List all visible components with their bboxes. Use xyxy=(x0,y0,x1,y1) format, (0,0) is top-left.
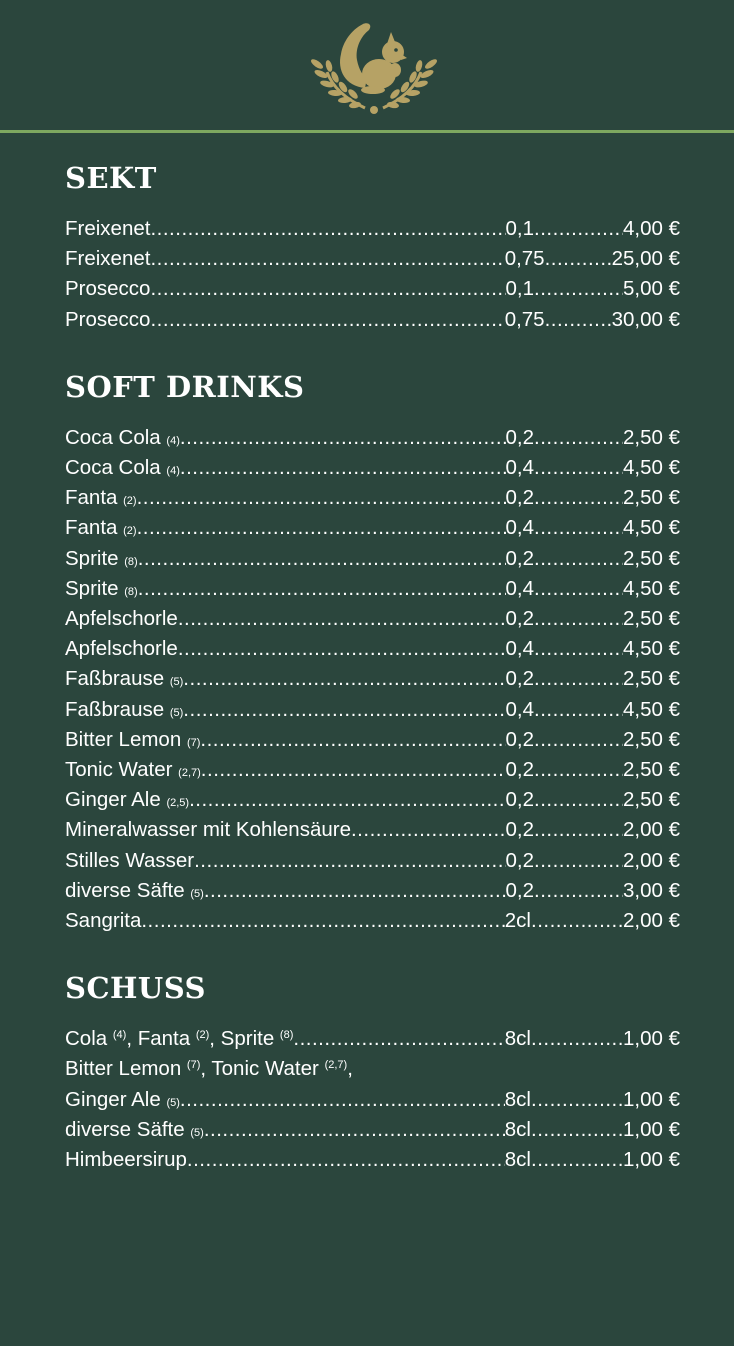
item-qty: 0,1 xyxy=(505,217,534,240)
item-qty: 0,75 xyxy=(504,307,545,331)
dot-leader xyxy=(183,664,505,694)
squirrel-logo-icon xyxy=(307,14,441,114)
menu-item xyxy=(65,604,680,634)
menu-item: Fanta (2) ..... 0,2 ..... 2,50 € xyxy=(65,483,680,513)
item-qty: 0,1 xyxy=(505,277,534,301)
item-price: 3,00 € xyxy=(623,878,680,902)
dot-leader xyxy=(531,906,623,936)
dot-leader xyxy=(180,423,506,453)
dot-leader xyxy=(138,574,506,604)
item-price: 4,00 € xyxy=(623,217,680,240)
menu-item: Tonic Water (2,7) ..... 0,2 ..... 2,50 € xyxy=(65,755,680,785)
dot-leader xyxy=(534,815,623,845)
item-name: diverse Säfte xyxy=(65,1117,185,1141)
item-price: 2,50 € xyxy=(623,727,680,751)
item-qty: 2cl xyxy=(504,909,531,933)
item-name: Bitter Lemon $^{(7)}$, Tonic Water $^{(2,7)}$, xyxy=(65,1057,353,1081)
item-qty: 0,2 xyxy=(505,818,534,842)
item-name: Prosecco xyxy=(65,307,151,331)
section-soft-drinks xyxy=(65,369,680,936)
item-price: 1,00 € xyxy=(623,1117,680,1141)
dot-leader xyxy=(534,274,623,304)
item-name: diverse Säfte xyxy=(65,878,185,902)
item-price: 4,50 € xyxy=(623,697,680,721)
section-title: SEKT xyxy=(65,161,157,195)
item-qty: 0,2 xyxy=(505,546,534,570)
dot-leader xyxy=(138,544,506,574)
item-name: Apfelschorle xyxy=(65,637,178,661)
menu-content xyxy=(65,160,680,1209)
menu-item: Coca Cola (4) ..... 0,4 ..... 4,50 € xyxy=(65,453,680,483)
item-qty: 0,2 xyxy=(505,878,534,902)
dot-leader xyxy=(178,634,506,664)
menu-item: Ginger Ale (2,5) ..... 0,2 ..... 2,50 € xyxy=(65,785,680,815)
item-qty: 0,2 xyxy=(505,667,534,691)
dot-leader xyxy=(534,453,623,483)
menu-item xyxy=(65,214,680,244)
item-name: Faßbrause xyxy=(65,667,165,691)
item-qty: 0,2 xyxy=(505,788,534,812)
menu-item xyxy=(65,1145,680,1175)
item-qty: 0,2 xyxy=(505,848,534,872)
item-name: Ginger Ale xyxy=(65,1087,161,1111)
item-name: Prosecco xyxy=(65,277,151,301)
dot-leader xyxy=(534,604,623,634)
item-qty: 8cl xyxy=(504,1148,531,1172)
item-name: Cola $^{(4)}$, Fanta $^{(2)}$, Sprite $^{(8)}$ xyxy=(65,1027,294,1051)
section-title: SCHUSS xyxy=(65,971,206,1006)
dot-leader xyxy=(534,634,623,664)
item-qty: 0,75 xyxy=(504,247,545,271)
dot-leader xyxy=(150,244,504,274)
dot-leader xyxy=(189,785,505,815)
item-name: Sprite xyxy=(65,576,119,600)
menu-item xyxy=(65,634,680,664)
item-qty: 0,4 xyxy=(505,516,534,540)
item-name: Faßbrause xyxy=(65,697,165,721)
dot-leader xyxy=(150,214,505,244)
dot-leader xyxy=(534,483,623,513)
menu-item: Sprite (8) ..... 0,4 ..... 4,50 € xyxy=(65,574,680,604)
dot-leader xyxy=(178,604,506,634)
dot-leader xyxy=(545,244,612,274)
item-qty: 8cl xyxy=(504,1117,531,1141)
dot-leader xyxy=(534,574,623,604)
menu-item xyxy=(65,906,680,936)
item-price: 30,00 € xyxy=(611,307,680,331)
item-qty: 0,2 xyxy=(505,425,534,449)
item-name: Fanta xyxy=(65,516,118,540)
item-price: 4,50 € xyxy=(623,637,680,661)
dot-leader xyxy=(531,1115,623,1145)
dot-leader xyxy=(545,305,612,335)
item-price: 1,00 € xyxy=(623,1148,680,1172)
item-price: 2,50 € xyxy=(623,788,680,812)
section-title: SOFT DRINKS xyxy=(65,369,305,404)
menu-item xyxy=(65,244,680,274)
menu-item: Coca Cola (4) ..... 0,2 ..... 2,50 € xyxy=(65,423,680,453)
item-price: 1,00 € xyxy=(623,1087,680,1111)
dot-leader xyxy=(141,906,504,936)
item-qty: 8cl xyxy=(504,1027,531,1051)
dot-leader xyxy=(534,513,623,543)
menu-item: Faßbrause (5) ..... 0,4 ..... 4,50 € xyxy=(65,695,680,725)
dot-leader xyxy=(204,876,506,906)
dot-leader xyxy=(183,695,505,725)
menu-item xyxy=(65,815,680,845)
item-price: 2,00 € xyxy=(623,909,680,933)
item-qty: 0,4 xyxy=(505,576,534,600)
item-price: 4,50 € xyxy=(623,516,680,540)
item-name: Freixenet xyxy=(65,247,151,271)
item-qty: 0,4 xyxy=(505,637,534,661)
menu-item: Bitter Lemon (7) ..... 0,2 ..... 2,50 € xyxy=(65,725,680,755)
item-name: Bitter Lemon xyxy=(65,727,182,751)
dot-leader xyxy=(293,1024,504,1054)
dot-leader xyxy=(534,876,623,906)
item-name: Freixenet xyxy=(65,217,151,240)
menu-item: diverse Säfte (5) ..... 8cl ..... 1,00 € xyxy=(65,1115,680,1145)
section-sekt xyxy=(65,160,680,335)
item-qty: 8cl xyxy=(504,1087,531,1111)
item-name: Sangrita xyxy=(65,909,142,933)
menu-item xyxy=(65,1054,680,1084)
dot-leader xyxy=(187,1145,505,1175)
section-schuss xyxy=(65,970,680,1175)
dot-leader xyxy=(534,544,623,574)
item-price: 2,50 € xyxy=(623,546,680,570)
item-name: Mineralwasser mit Kohlensäure xyxy=(65,818,351,842)
item-name: Tonic Water xyxy=(65,758,173,782)
dot-leader xyxy=(150,274,505,304)
item-name: Sprite xyxy=(65,546,119,570)
dot-leader xyxy=(531,1085,623,1115)
menu-item: Faßbrause (5) ..... 0,2 ..... 2,50 € xyxy=(65,664,680,694)
dot-leader xyxy=(534,785,623,815)
item-name: Ginger Ale xyxy=(65,788,161,812)
item-qty: 0,2 xyxy=(505,727,534,751)
dot-leader xyxy=(534,755,623,785)
item-qty: 0,2 xyxy=(505,486,534,510)
item-price: 2,50 € xyxy=(623,486,680,510)
dot-leader xyxy=(180,1085,505,1115)
menu-item xyxy=(65,846,680,876)
menu-item xyxy=(65,274,680,304)
item-name: Apfelschorle xyxy=(65,607,178,631)
item-qty: 0,4 xyxy=(505,456,534,480)
item-qty: 0,2 xyxy=(505,607,534,631)
dot-leader xyxy=(531,1145,623,1175)
item-name: Coca Cola xyxy=(65,425,161,449)
dot-leader xyxy=(180,453,506,483)
dot-leader xyxy=(531,1024,623,1054)
dot-leader xyxy=(150,305,504,335)
item-price: 1,00 € xyxy=(623,1027,680,1051)
item-qty: 0,2 xyxy=(505,758,534,782)
item-name: Stilles Wasser xyxy=(65,848,195,872)
menu-item xyxy=(65,1024,680,1054)
header-divider xyxy=(0,130,734,133)
item-price: 2,50 € xyxy=(623,758,680,782)
item-price: 5,00 € xyxy=(623,277,680,301)
dot-leader xyxy=(534,423,623,453)
item-qty: 0,4 xyxy=(505,697,534,721)
dot-leader xyxy=(351,815,506,845)
menu-item: Fanta (2) ..... 0,4 ..... 4,50 € xyxy=(65,513,680,543)
item-name: Himbeersirup xyxy=(65,1148,187,1172)
item-price: 2,50 € xyxy=(623,607,680,631)
item-price: 2,50 € xyxy=(623,667,680,691)
dot-leader xyxy=(200,725,505,755)
item-price: 4,50 € xyxy=(623,576,680,600)
dot-leader xyxy=(137,513,506,543)
menu-item: diverse Säfte (5) ..... 0,2 ..... 3,00 € xyxy=(65,876,680,906)
item-price: 2,50 € xyxy=(623,425,680,449)
dot-leader xyxy=(534,214,623,244)
item-name: Fanta xyxy=(65,486,118,510)
menu-item xyxy=(65,305,680,335)
dot-leader xyxy=(534,725,623,755)
dot-leader xyxy=(194,846,505,876)
item-price: 2,00 € xyxy=(623,818,680,842)
dot-leader xyxy=(137,483,506,513)
dot-leader xyxy=(534,846,623,876)
item-price: 25,00 € xyxy=(611,247,680,271)
dot-leader xyxy=(201,755,506,785)
item-price: 4,50 € xyxy=(623,456,680,480)
item-name: Coca Cola xyxy=(65,456,161,480)
item-price: 2,00 € xyxy=(623,848,680,872)
menu-item: Sprite (8) ..... 0,2 ..... 2,50 € xyxy=(65,544,680,574)
menu-item: Ginger Ale (5) ..... 8cl ..... 1,00 € xyxy=(65,1085,680,1115)
dot-leader xyxy=(204,1115,505,1145)
dot-leader xyxy=(534,695,623,725)
dot-leader xyxy=(534,664,623,694)
